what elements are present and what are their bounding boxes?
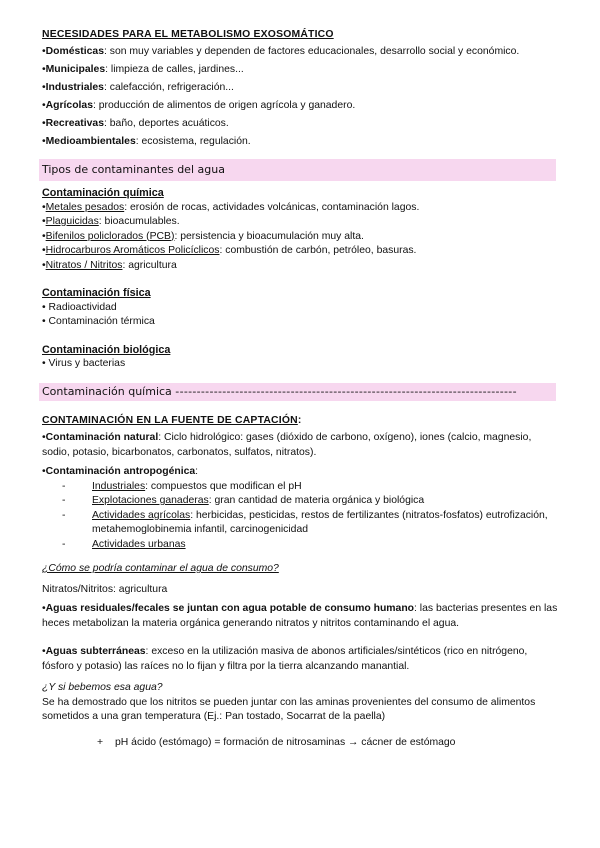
item-term: Municipales xyxy=(45,63,106,75)
subterraneas-text: : exceso en la utilización masiva de abonos artificiales/sintéticos (rico en nitrógeno, fósforo y potasio) las raíces no lo fijan y filtra por la tierra alcanzando manantial. xyxy=(42,646,528,672)
subterraneas-term: Aguas subterráneas xyxy=(45,646,146,657)
item-term: Actividades urbanas xyxy=(92,538,186,550)
item-text: : compuestos que modifican el pH xyxy=(145,480,302,492)
item-text: : persistencia y bioacumulación muy alta. xyxy=(174,230,364,242)
item-term: Explotaciones ganaderas xyxy=(92,495,209,506)
item-term: Medioambientales xyxy=(45,135,136,147)
document-page xyxy=(42,28,558,750)
captacion-heading: CONTAMINACIÓN EN LA FUENTE DE CAPTACIÓN xyxy=(42,414,298,426)
item-term: Agrícolas xyxy=(45,99,93,111)
item-text: : combustión de carbón, petróleo, basuras. xyxy=(219,245,417,256)
list-item: - Industriales: compuestos que modifican el pH xyxy=(62,480,302,492)
list-item: •Medioambientales: ecosistema, regulación. xyxy=(42,135,251,147)
list-item: - Explotaciones ganaderas: gran cantidad de materia orgánica y biológica xyxy=(62,495,425,506)
item-text: : baño, deportes acuáticos. xyxy=(104,117,229,129)
list-item: •Agrícolas: producción de alimentos de origen agrícola y ganadero. xyxy=(42,99,356,111)
list-item: •Bifenilos policlorados (PCB): persistencia y bioacumulación muy alta. xyxy=(42,230,364,242)
item-text: Radioactividad xyxy=(48,301,117,313)
item-term: Hidrocarburos Aromáticos Policíclicos xyxy=(45,245,220,256)
item-term: Plaguicidas xyxy=(45,216,99,227)
item-text: Virus y bacterias xyxy=(48,358,126,369)
list-item: • Virus y bacterias xyxy=(42,358,126,369)
residuales-text: : las bacterias presentes en las heces metabolizan la materia orgánica generando nitratos y nitritos contaminando el agua. xyxy=(42,603,558,629)
list-item: - Actividades agrícolas: herbicidas, pesticidas, restos de fertilizantes (nitratos-fosfatos) eutrofización, metahemoglobinemia infantil, carcinogenicidad xyxy=(62,509,548,535)
item-term: Recreativas xyxy=(45,117,104,129)
consumo-question: ¿Cómo se podría contaminar el agua de consumo? xyxy=(42,563,279,574)
item-term: Industriales xyxy=(92,480,146,492)
residuales-term: Aguas residuales/fecales se juntan con agua potable de consumo humano xyxy=(45,603,415,614)
ph-text: pH ácido (estómago) = formación de nitrosaminas → cácner de estómago xyxy=(115,736,456,748)
antropo-term: Contaminación antropogénica xyxy=(45,466,196,477)
item-term: Domésticas xyxy=(45,45,104,57)
item-text: : son muy variables y dependen de factores educacionales, desarrollo social y económico. xyxy=(103,45,520,57)
tipos-section-band xyxy=(39,159,556,181)
item-term: Actividades agrícolas xyxy=(92,509,191,521)
list-item: •Hidrocarburos Aromáticos Policíclicos: combustión de carbón, petróleo, basuras. xyxy=(42,245,417,256)
list-item: •Municipales: limpieza de calles, jardines... xyxy=(42,63,244,75)
item-text: : agricultura xyxy=(122,259,177,271)
biologica-heading: Contaminación biológica xyxy=(42,343,171,356)
antropo-heading-line: •Contaminación antropogénica: xyxy=(42,466,199,477)
list-item: - Actividades urbanas xyxy=(62,538,186,550)
item-text: : producción de alimentos de origen agrícola y ganadero. xyxy=(93,99,356,111)
natural-term: Contaminación natural xyxy=(45,432,159,443)
bebemos-question: ¿Y si bebemos esa agua? xyxy=(42,682,163,693)
tipos-band-label: Tipos de contaminantes del agua xyxy=(42,163,225,176)
ph-line xyxy=(42,736,558,751)
antropo-colon: : xyxy=(195,466,199,477)
list-item: •Nitratos / Nitritos: agricultura xyxy=(42,259,177,271)
fisica-heading: Contaminación física xyxy=(42,287,151,299)
plus-bullet: + xyxy=(97,736,104,748)
necesidades-title: NECESIDADES PARA EL METABOLISMO EXOSOMÁTICO xyxy=(42,29,334,40)
item-term: Nitratos / Nitritos xyxy=(45,259,123,271)
quimica-list xyxy=(42,201,558,274)
item-text: : gran cantidad de materia orgánica y biológica xyxy=(208,495,425,506)
nitratos-line: Nitratos/Nitritos: agricultura xyxy=(42,583,168,595)
captacion-colon: : xyxy=(297,414,302,426)
item-text: : erosión de rocas, actividades volcánicas, contaminación lagos. xyxy=(124,201,420,213)
list-item: •Industriales: calefacción, refrigeración... xyxy=(42,81,234,93)
item-text: Contaminación térmica xyxy=(48,316,155,327)
natural-text: : Ciclo hidrológico: gases (dióxido de carbono, oxígeno), iones (calcio, magnesio, sodio, potasio, bicarbonatos, carbonatos, sulfatos, nitratos). xyxy=(42,432,532,458)
captacion-heading-line xyxy=(42,414,558,429)
residuales-paragraph: •Aguas residuales/fecales se juntan con agua potable de consumo humano: las bacterias presentes en las heces metabolizan la materia orgánica generando nitratos y nitritos contaminando el agua. xyxy=(42,603,558,629)
natural-paragraph: •Contaminación natural: Ciclo hidrológico: gases (dióxido de carbono, oxígeno), iones (calcio, magnesio, sodio, potasio, bicarbonatos, carbonatos, sulfatos, nitratos). xyxy=(42,432,532,458)
bebemos-paragraph: Se ha demostrado que los nitritos se pueden juntar con las aminas provenientes del consumo de alimentos sometidos a una gran temperatura (Ej.: Pan tostado, Socarrat de la paella) xyxy=(42,696,536,722)
item-text: : ecosistema, regulación. xyxy=(135,135,251,147)
quimica-band-label: Contaminación química xyxy=(42,384,172,398)
subterraneas-paragraph: •Aguas subterráneas: exceso en la utilización masiva de abonos artificiales/sintéticos (rico en nitrógeno, fósforo y potasio) las raíces no lo fijan y filtra por la tierra alcanzando manantial. xyxy=(42,646,528,672)
necesidades-list xyxy=(42,45,558,150)
list-item: •Plaguicidas: bioacumulables. xyxy=(42,216,180,227)
list-item: •Recreativas: baño, deportes acuáticos. xyxy=(42,117,229,129)
list-item: •Domésticas: son muy variables y dependen de factores educacionales, desarrollo social y económico. xyxy=(42,45,520,57)
item-term: Industriales xyxy=(45,81,104,93)
item-term: Bifenilos policlorados (PCB) xyxy=(45,230,175,242)
item-term: Metales pesados xyxy=(45,201,125,213)
quimica-section-band xyxy=(39,383,556,401)
item-text: : herbicidas, pesticidas, restos de fertilizantes (nitratos-fosfatos) eutrofización, metahemoglobinemia infantil, carcinogenicidad xyxy=(92,509,548,535)
antropo-list xyxy=(42,480,558,553)
item-text: : bioacumulables. xyxy=(98,216,180,227)
quimica-band-dashes: -------------------------------------------------------------------------------- xyxy=(175,384,517,398)
item-text: : limpieza de calles, jardines... xyxy=(105,63,244,75)
quimica-heading: Contaminación química xyxy=(42,187,164,199)
list-item: •Metales pesados: erosión de rocas, actividades volcánicas, contaminación lagos. xyxy=(42,201,420,213)
item-text: : calefacción, refrigeración... xyxy=(103,81,234,93)
list-item: • Contaminación térmica xyxy=(42,316,155,327)
list-item: • Radioactividad xyxy=(42,301,117,313)
